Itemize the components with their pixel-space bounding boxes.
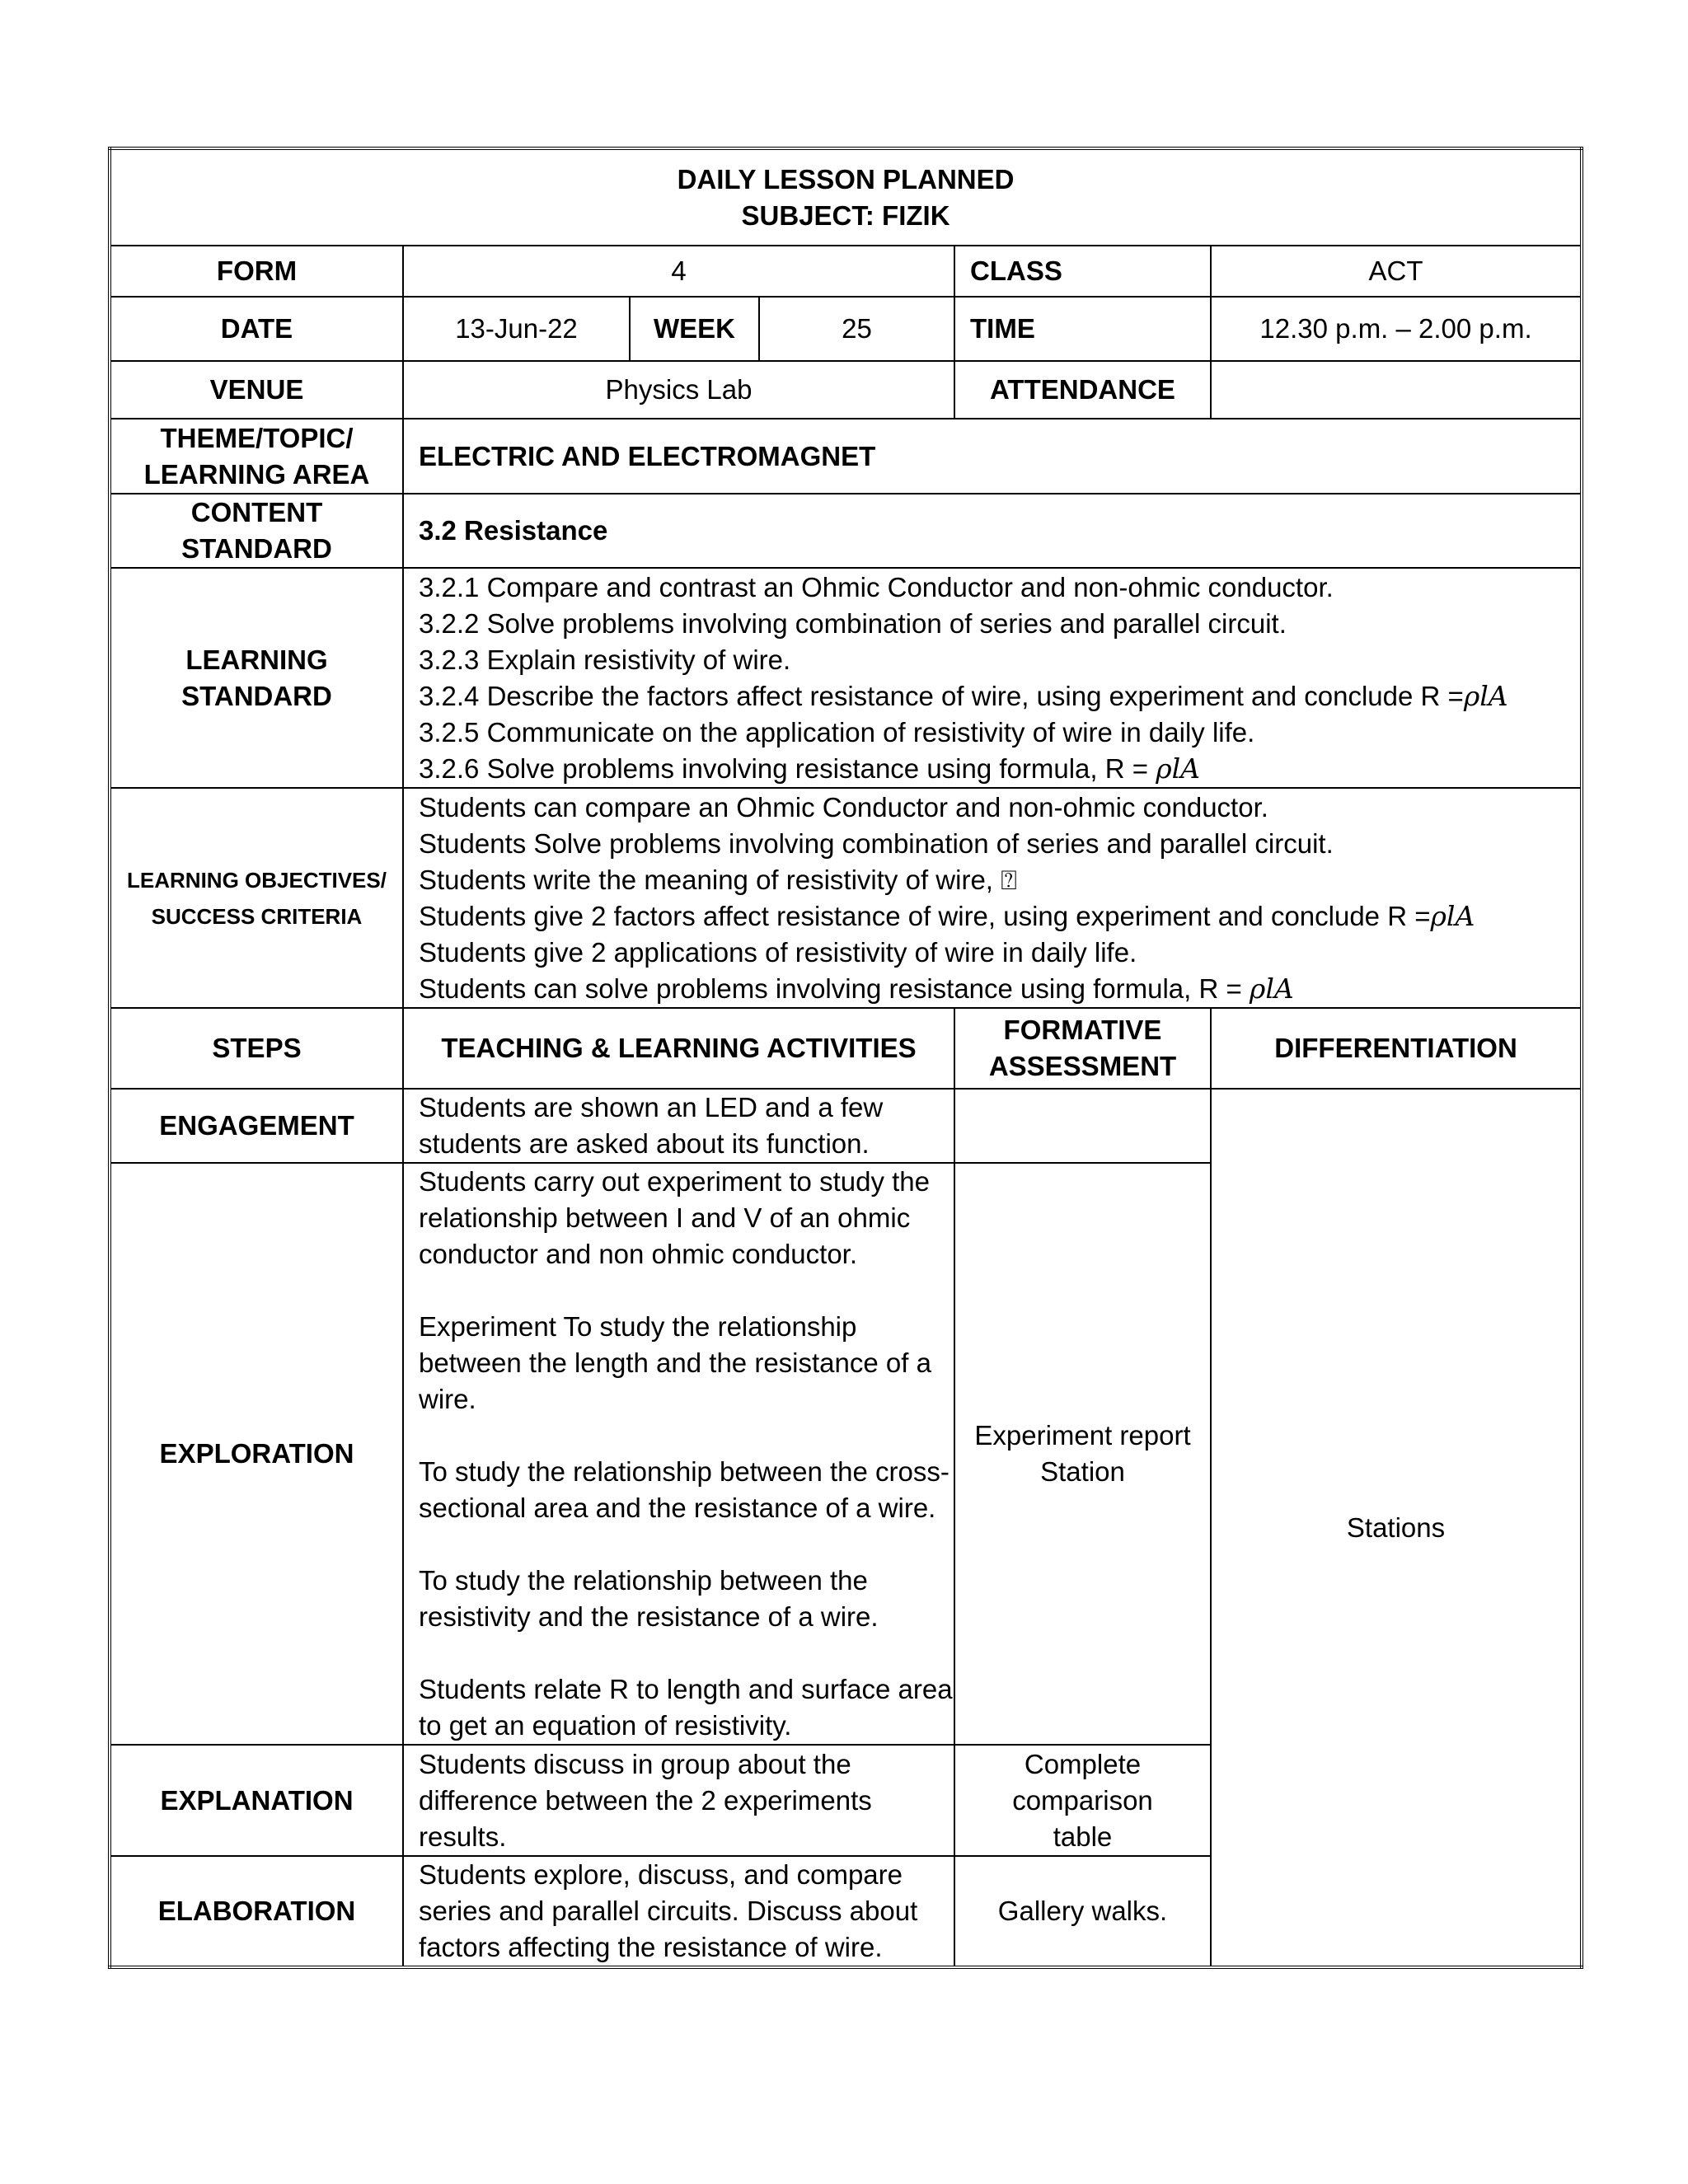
activity-line: students are asked about its function. bbox=[419, 1128, 870, 1159]
venue-label: VENUE bbox=[110, 361, 403, 419]
week-value: 25 bbox=[759, 297, 954, 361]
week-label: WEEK bbox=[630, 297, 759, 361]
assessment-line: table bbox=[1053, 1821, 1113, 1852]
theme-label-line-2: LEARNING AREA bbox=[143, 458, 370, 490]
elaboration-activity bbox=[403, 1856, 954, 1967]
learning-standard-item: 3.2.1 Compare and contrast an Ohmic Conductor and non-ohmic conductor. bbox=[419, 571, 1334, 602]
steps-header: STEPS bbox=[110, 1008, 403, 1089]
theme-label bbox=[110, 419, 403, 494]
exploration-assessment bbox=[954, 1163, 1211, 1745]
activity-line: results. bbox=[419, 1821, 507, 1852]
engagement-row bbox=[110, 1089, 1582, 1163]
assessment-line: Station bbox=[1040, 1456, 1125, 1487]
content-standard-row bbox=[110, 494, 1582, 568]
learning-standard-list bbox=[403, 568, 1582, 788]
resistance-formula: ρlA bbox=[1430, 899, 1475, 932]
theme-row bbox=[110, 419, 1582, 494]
learning-standard-text: 3.2.6 Solve problems involving resistance using formula, R = bbox=[419, 752, 1156, 784]
activity-line: wire. bbox=[419, 1384, 476, 1414]
objective-item bbox=[419, 898, 1565, 935]
learning-standard-item: 3.2.5 Communicate on the application of resistivity of wire in daily life. bbox=[419, 716, 1255, 748]
engagement-label: ENGAGEMENT bbox=[110, 1089, 403, 1163]
activity-line: Students are shown an LED and a few bbox=[419, 1092, 884, 1122]
time-label: TIME bbox=[954, 297, 1211, 361]
objective-text: Students give 2 factors affect resistance of wire, using experiment and conclude R = bbox=[419, 900, 1431, 931]
missing-glyph-icon: ⍰ bbox=[1001, 864, 1017, 895]
objectives-label-line-2: SUCCESS CRITERIA bbox=[151, 903, 363, 929]
lesson-plan-table bbox=[108, 147, 1583, 1969]
lesson-plan-document bbox=[108, 147, 1580, 1969]
exploration-activity bbox=[403, 1163, 954, 1745]
learning-standard-item bbox=[419, 751, 1565, 787]
assessment-line: Complete comparison bbox=[1012, 1748, 1153, 1816]
objective-item: Students Solve problems involving combination of series and parallel circuit. bbox=[419, 827, 1334, 859]
title-subject: SUBJECT: FIZIK bbox=[741, 199, 950, 231]
learning-standard-item: 3.2.2 Solve problems involving combination of series and parallel circuit. bbox=[419, 607, 1287, 639]
objectives-label bbox=[110, 788, 403, 1008]
activity-line: Experiment To study the relationship bbox=[419, 1311, 857, 1342]
venue-value: Physics Lab bbox=[403, 361, 954, 419]
activity-line: series and parallel circuits. Discuss about bbox=[419, 1896, 918, 1926]
activity-line: difference between the 2 experiments bbox=[419, 1784, 872, 1816]
differentiation-cell: Stations bbox=[1211, 1089, 1582, 1967]
explanation-assessment bbox=[954, 1745, 1211, 1856]
elaboration-assessment: Gallery walks. bbox=[954, 1856, 1211, 1967]
differentiation-header: DIFFERENTIATION bbox=[1211, 1008, 1582, 1089]
date-label: DATE bbox=[110, 297, 403, 361]
learning-standard-item bbox=[419, 678, 1565, 715]
resistance-formula: ρlA bbox=[1249, 972, 1294, 1005]
elaboration-label: ELABORATION bbox=[110, 1856, 403, 1967]
steps-header-row bbox=[110, 1008, 1582, 1089]
learning-standard-row bbox=[110, 568, 1582, 788]
objective-item bbox=[419, 862, 1565, 898]
objective-item: Students give 2 applications of resistivity of wire in daily life. bbox=[419, 936, 1137, 968]
class-label: CLASS bbox=[954, 246, 1211, 297]
form-value: 4 bbox=[403, 246, 954, 297]
attendance-label: ATTENDANCE bbox=[954, 361, 1211, 419]
learning-standard-text: 3.2.4 Describe the factors affect resistance of wire, using experiment and conclude R = bbox=[419, 680, 1464, 711]
activity-line: Students explore, discuss, and compare bbox=[419, 1859, 903, 1890]
content-standard-value: 3.2 Resistance bbox=[403, 494, 1582, 568]
form-label: FORM bbox=[110, 246, 403, 297]
exploration-label: EXPLORATION bbox=[110, 1163, 403, 1745]
content-standard-label: CONTENT STANDARD bbox=[110, 494, 403, 568]
resistance-formula: ρlA bbox=[1156, 752, 1200, 785]
class-value: ACT bbox=[1211, 246, 1582, 297]
activity-line: Students carry out experiment to study the bbox=[419, 1166, 930, 1197]
objective-text: Students can solve problems involving resistance using formula, R = bbox=[419, 972, 1250, 1004]
activity-line: factors affecting the resistance of wire. bbox=[419, 1932, 883, 1962]
title-row bbox=[110, 148, 1582, 246]
objective-item bbox=[419, 971, 1565, 1007]
activity-line: relationship between I and V of an ohmic bbox=[419, 1202, 911, 1233]
activity-line: conductor and non ohmic conductor. bbox=[419, 1239, 858, 1269]
activity-line: Students relate R to length and surface area bbox=[419, 1674, 953, 1704]
activity-line: to get an equation of resistivity. bbox=[419, 1710, 792, 1741]
activity-line: Students discuss in group about the bbox=[419, 1748, 851, 1779]
explanation-label: EXPLANATION bbox=[110, 1745, 403, 1856]
formative-header-line-1: FORMATIVE bbox=[1003, 1015, 1162, 1045]
activity-line: To study the relationship between the cross- bbox=[419, 1456, 950, 1487]
date-row bbox=[110, 297, 1582, 361]
objective-text: Students write the meaning of resistivity of wire, bbox=[419, 864, 1001, 895]
objectives-list bbox=[403, 788, 1582, 1008]
objectives-label-line-1: LEARNING OBJECTIVES/ bbox=[127, 867, 387, 893]
formative-header-line-2: ASSESSMENT bbox=[988, 1051, 1177, 1081]
learning-standard-label: LEARNING STANDARD bbox=[110, 568, 403, 788]
activity-line: resistivity and the resistance of a wire. bbox=[419, 1601, 879, 1632]
objective-item: Students can compare an Ohmic Conductor and non-ohmic conductor. bbox=[419, 791, 1268, 823]
activity-line: sectional area and the resistance of a wire. bbox=[419, 1493, 936, 1523]
theme-label-line-1: THEME/TOPIC/ bbox=[160, 422, 354, 453]
activity-line: between the length and the resistance of a bbox=[419, 1347, 931, 1378]
explanation-activity bbox=[403, 1745, 954, 1856]
theme-value: ELECTRIC AND ELECTROMAGNET bbox=[403, 419, 1582, 494]
document-title bbox=[110, 148, 1582, 246]
formative-assessment-header bbox=[954, 1008, 1211, 1089]
form-row bbox=[110, 246, 1582, 297]
engagement-assessment bbox=[954, 1089, 1211, 1163]
learning-standard-item: 3.2.3 Explain resistivity of wire. bbox=[419, 644, 791, 675]
activities-header: TEACHING & LEARNING ACTIVITIES bbox=[403, 1008, 954, 1089]
engagement-activity bbox=[403, 1089, 954, 1163]
activity-line: To study the relationship between the bbox=[419, 1565, 868, 1596]
attendance-value bbox=[1211, 361, 1582, 419]
resistance-formula: ρlA bbox=[1463, 679, 1508, 712]
objectives-row bbox=[110, 788, 1582, 1008]
date-value: 13-Jun-22 bbox=[403, 297, 630, 361]
time-value: 12.30 p.m. – 2.00 p.m. bbox=[1211, 297, 1582, 361]
assessment-line: Experiment report bbox=[974, 1420, 1191, 1451]
title-line-1: DAILY LESSON PLANNED bbox=[677, 163, 1015, 194]
venue-row bbox=[110, 361, 1582, 419]
